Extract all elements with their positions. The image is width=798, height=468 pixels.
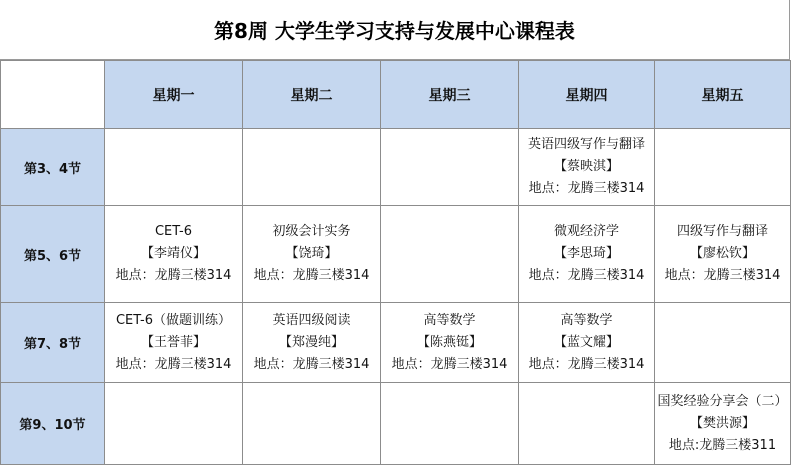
slot-label: 第9、10节 [1,383,105,465]
course-location: 地点：龙腾三楼314 [391,356,508,372]
course-name: 国奖经验分享会（二） [657,393,788,409]
course-cell [105,303,243,383]
teacher-name: 【饶琦】 [285,246,338,261]
course-cell [243,206,381,303]
course-cell [519,383,655,465]
corner-cell [1,61,105,129]
day-header-thu: 星期四 [519,61,655,129]
teacher-name: 【郑漫纯】 [278,334,344,350]
course-location: 地点:龙腾三楼311 [668,437,777,453]
page-title: 第8周 大学生学习支持与发展中心课程表 [0,0,790,60]
teacher-name: 【李思琦】 [553,246,619,261]
teacher-name: 【王誉菲】 [140,334,206,350]
course-cell [243,383,381,465]
day-header-mon: 星期一 [105,61,243,129]
teacher-name: 【蓝文耀】 [553,334,619,350]
course-location: 地点：龙腾三楼314 [664,268,781,283]
course-cell [381,129,519,206]
course-cell [243,129,381,206]
course-location: 地点：龙腾三楼314 [528,268,645,283]
course-name: 英语四级阅读 [272,312,351,328]
course-name: 四级写作与翻译 [676,224,768,239]
course-name: 高等数学 [560,312,613,328]
table-row [1,206,791,303]
course-cell [655,303,791,383]
course-cell [519,129,655,206]
course-cell [381,206,519,303]
course-cell [381,303,519,383]
course-cell [105,206,243,303]
slot-label: 第7、8节 [1,303,105,383]
day-header-wed: 星期三 [381,61,519,129]
course-name: 微观经济学 [553,224,619,239]
teacher-name: 【陈燕铤】 [416,334,482,350]
course-name: CET-6 [154,224,192,239]
course-location: 地点：龙腾三楼314 [253,268,370,283]
table-row [1,383,791,465]
course-cell [105,383,243,465]
course-cell [655,129,791,206]
teacher-name: 【樊洪源】 [689,415,755,431]
course-location: 地点：龙腾三楼314 [253,356,370,372]
day-header-fri: 星期五 [655,61,791,129]
course-name: 高等数学 [423,312,476,328]
course-location: 地点：龙腾三楼314 [115,268,232,283]
course-cell [519,303,655,383]
course-cell [655,206,791,303]
course-cell [381,383,519,465]
table-row [1,303,791,383]
slot-label: 第3、4节 [1,129,105,206]
header-row [1,61,791,129]
table-row [1,129,791,206]
course-name: CET-6（做题训练） [115,312,231,328]
course-location: 地点：龙腾三楼314 [528,181,645,196]
teacher-name: 【廖松钦】 [689,246,755,261]
course-cell [655,383,791,465]
teacher-name: 【李靖仪】 [140,246,206,261]
course-location: 地点：龙腾三楼314 [528,356,645,372]
course-cell [105,129,243,206]
course-cell [519,206,655,303]
course-name: 英语四级写作与翻译 [527,137,645,152]
day-header-tue: 星期二 [243,61,381,129]
teacher-name: 【蔡映淇】 [553,159,619,174]
course-cell [243,303,381,383]
course-name: 初级会计实务 [272,224,351,239]
course-location: 地点：龙腾三楼314 [115,356,232,372]
slot-label: 第5、6节 [1,206,105,303]
schedule-table [0,60,791,465]
